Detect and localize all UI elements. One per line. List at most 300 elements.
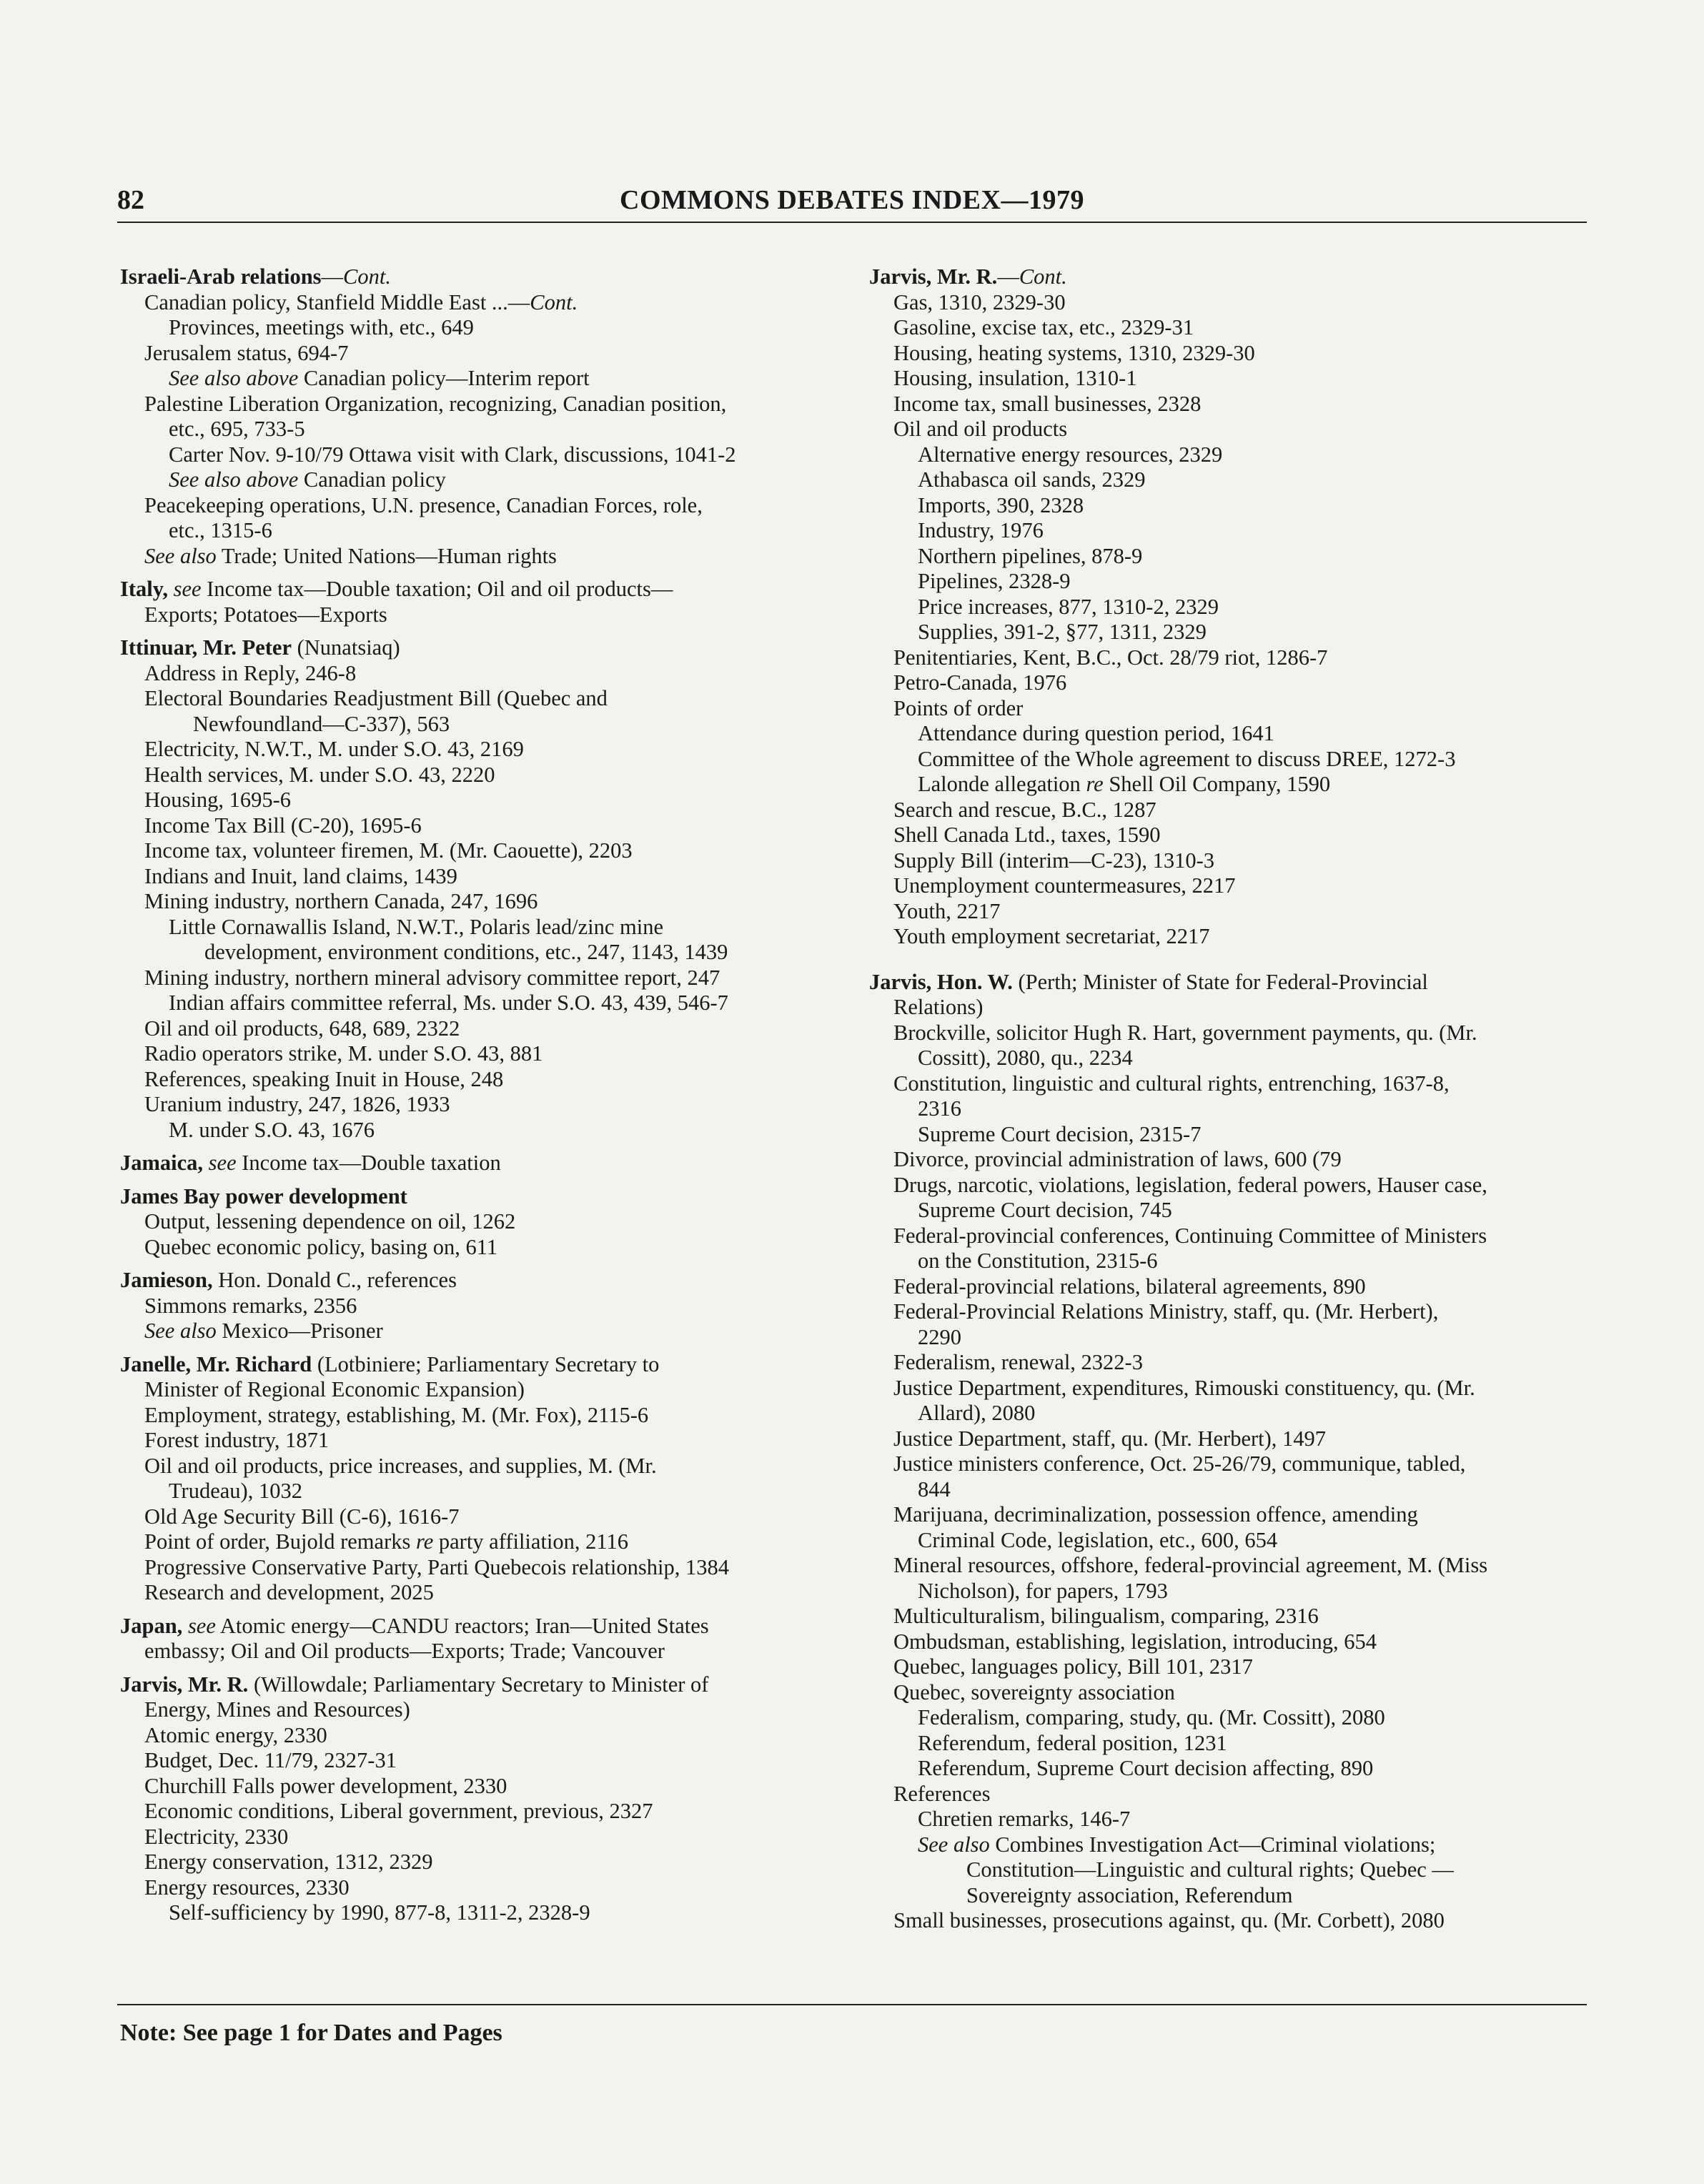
index-subentry-line (869, 620, 1598, 645)
entry-text: Electricity, 2330 (144, 1824, 289, 1849)
entry-text: Points of order (893, 695, 1024, 720)
index-subentry-line (120, 1454, 835, 1479)
entry-text: Progressive Conservative Party, Parti Quebecois relationship, 1384 (144, 1554, 729, 1579)
entry-text: Sovereignty association, Referendum (966, 1882, 1293, 1907)
index-subentry-line (869, 544, 1598, 570)
index-entry (120, 1151, 835, 1176)
index-subentry-line (869, 995, 1598, 1021)
index-subentry-line (120, 991, 835, 1016)
entry-text: Quebec, languages policy, Bill 101, 2317 (893, 1654, 1253, 1679)
entry-text: Income Tax Bill (C-20), 1695-6 (144, 813, 422, 838)
index-subentry-line (869, 518, 1598, 544)
entry-heading: Jamaica, (120, 1151, 204, 1175)
index-heading-line (869, 970, 1598, 996)
index-subentry-line (869, 1832, 1598, 1858)
entry-text: Indian affairs committee referral, Ms. under S.O. 43, 439, 546-7 (169, 991, 728, 1015)
index-subentry-line (120, 737, 835, 763)
entry-text: Referendum, federal position, 1231 (918, 1730, 1227, 1755)
italic-text: See also (144, 1319, 217, 1343)
index-subentry-line (869, 1629, 1598, 1655)
page-number: 82 (117, 185, 144, 215)
entry-text: Output, lessening dependence on oil, 1262 (144, 1209, 516, 1234)
entry-text: Justice Department, staff, qu. (Mr. Herbert), 1497 (893, 1426, 1327, 1451)
index-subentry-line (120, 1041, 835, 1067)
entry-text: Marijuana, decriminalization, possession offence, amending (893, 1502, 1418, 1527)
entry-text: Federalism, comparing, study, qu. (Mr. Cossitt), 2080 (918, 1705, 1385, 1729)
index-subentry-line (869, 1528, 1598, 1554)
entry-text: Constitution, linguistic and cultural rights, entrenching, 1637-8, (893, 1071, 1450, 1096)
index-subentry-line (120, 1479, 835, 1504)
entry-text: Gas, 1310, 2329-30 (893, 289, 1066, 314)
entry-text: — (997, 264, 1019, 289)
index-subentry-line (869, 1274, 1598, 1300)
entry-text: on the Constitution, 2315-6 (918, 1249, 1158, 1273)
page-header (117, 184, 1587, 220)
index-subentry-line (869, 1122, 1598, 1148)
italic-text: Cont. (530, 289, 578, 314)
entry-text (182, 1614, 188, 1638)
entry-text: Nicholson), for papers, 1793 (918, 1578, 1168, 1603)
index-subentry-line (120, 940, 835, 966)
index-subentry-line (120, 493, 835, 519)
header-rule (117, 222, 1587, 223)
entry-text: Mexico—Prisoner (216, 1319, 383, 1343)
index-subentry-line (869, 1680, 1598, 1706)
entry-text: Supply Bill (interim—C-23), 1310-3 (893, 848, 1215, 873)
entry-text: Shell Oil Company, 1590 (1103, 772, 1331, 796)
entry-text: Chretien remarks, 146-7 (918, 1807, 1131, 1831)
index-subentry-line (869, 1553, 1598, 1579)
entry-text: References (893, 1781, 991, 1806)
entry-text: — (321, 264, 344, 289)
index-entry (120, 635, 835, 1143)
entry-text: Address in Reply, 246-8 (144, 660, 357, 685)
entry-text: Simmons remarks, 2356 (144, 1293, 357, 1318)
entry-text: Hon. Donald C., references (212, 1268, 457, 1292)
index-subentry-line (120, 341, 835, 367)
entry-text (168, 577, 174, 601)
index-subentry-line (869, 1350, 1598, 1376)
entry-text: Federal-provincial conferences, Continuing Committee of Ministers (893, 1223, 1487, 1248)
index-heading-line (120, 635, 835, 661)
entry-text: Oil and oil products, 648, 689, 2322 (144, 1016, 460, 1041)
index-subentry-line (120, 813, 835, 839)
index-subentry-line (869, 1807, 1598, 1832)
index-subentry-line (120, 915, 835, 940)
index-entry (120, 577, 835, 627)
italic-text: see (173, 577, 202, 601)
entry-text: Self-sufficiency by 1990, 877-8, 1311-2, 2328-9 (169, 1900, 590, 1925)
entry-text: Atomic energy—CANDU reactors; Iran—United States (215, 1613, 709, 1638)
index-heading-line (120, 1268, 835, 1294)
entry-text: Minister of Regional Economic Expansion) (144, 1377, 525, 1401)
index-heading-line (120, 1614, 835, 1639)
entry-text: Point of order, Bujold remarks (144, 1529, 416, 1554)
index-subentry-line (120, 1723, 835, 1749)
entry-text: (Lotbiniere; Parliamentary Secretary to (312, 1351, 660, 1376)
entry-text: Budget, Dec. 11/79, 2327-31 (144, 1748, 397, 1772)
entry-text: Allard), 2080 (918, 1401, 1036, 1425)
entry-text: Imports, 390, 2328 (918, 492, 1084, 517)
entry-text: Canadian policy (298, 467, 446, 492)
entry-heading: Japan, (120, 1613, 183, 1638)
entry-text: Electoral Boundaries Readjustment Bill (Quebec and (144, 686, 608, 710)
entry-text: Alternative energy resources, 2329 (918, 442, 1223, 467)
entry-heading: Jarvis, Hon. W. (869, 969, 1013, 994)
index-subentry-line (869, 848, 1598, 874)
entry-text: Forest industry, 1871 (144, 1428, 330, 1452)
index-subentry-line (869, 366, 1598, 392)
entry-text: Price increases, 877, 1310-2, 2329 (918, 594, 1219, 619)
index-subentry-line (869, 1249, 1598, 1274)
index-subentry-line (869, 442, 1598, 468)
index-subentry-line (120, 1697, 835, 1723)
index-column-left (120, 264, 835, 1934)
index-subentry-line (120, 1850, 835, 1875)
entry-text: Indians and Inuit, land claims, 1439 (144, 863, 457, 888)
entry-text: Radio operators strike, M. under S.O. 43, 881 (144, 1041, 543, 1066)
index-entry (120, 1184, 835, 1261)
index-subentry-line (120, 544, 835, 570)
entry-text: Small businesses, prosecutions against, qu. (Mr. Corbett), 2080 (893, 1908, 1445, 1932)
entry-text: Trudeau), 1032 (169, 1479, 302, 1503)
entry-text: Housing, heating systems, 1310, 2329-30 (893, 340, 1255, 365)
entry-heading: James Bay power development (120, 1183, 407, 1208)
index-subentry-line (869, 341, 1598, 367)
index-subentry-line (869, 1223, 1598, 1249)
entry-text: Peacekeeping operations, U.N. presence, Canadian Forces, role, (144, 492, 703, 517)
entry-text: Electricity, N.W.T., M. under S.O. 43, 2169 (144, 737, 524, 761)
index-subentry-line (869, 467, 1598, 493)
entry-text: 844 (918, 1476, 951, 1502)
index-subentry-line (120, 392, 835, 417)
entry-text: Income tax—Double taxation (236, 1151, 501, 1175)
index-entry (120, 1268, 835, 1344)
index-subentry-line (869, 1477, 1598, 1503)
index-subentry-line (869, 417, 1598, 442)
entry-text: Search and rescue, B.C., 1287 (893, 797, 1156, 822)
page-title: COMMONS DEBATES INDEX—1979 (620, 185, 1084, 215)
index-entry (120, 1672, 835, 1926)
entry-text: Brockville, solicitor Hugh R. Hart, government payments, qu. (Mr. (893, 1020, 1477, 1045)
index-subentry-line (869, 1096, 1598, 1122)
index-subentry-line (120, 686, 835, 712)
index-heading-line (120, 264, 835, 290)
index-subentry-line (120, 442, 835, 468)
index-subentry-line (120, 1529, 835, 1555)
index-subentry-line (869, 873, 1598, 899)
index-subentry-line (120, 315, 835, 341)
entry-text: Canadian policy—Interim report (298, 366, 590, 390)
italic-text: re (1086, 772, 1104, 796)
index-subentry-line (869, 1376, 1598, 1401)
entry-text: Canadian policy, Stanfield Middle East ...— (144, 289, 530, 314)
index-subentry-line (120, 788, 835, 813)
footer-note: Note: See page 1 for Dates and Pages (120, 2020, 502, 2046)
entry-text: Quebec economic policy, basing on, 611 (144, 1234, 498, 1259)
index-subentry-line (120, 1900, 835, 1926)
entry-text: Little Cornawallis Island, N.W.T., Polaris lead/zinc mine (169, 914, 664, 939)
entry-text: Housing, insulation, 1310-1 (893, 366, 1137, 390)
index-subentry-line (869, 1325, 1598, 1351)
entry-text: Relations) (893, 995, 984, 1019)
italic-text: re (415, 1529, 434, 1554)
index-entry (869, 264, 1598, 950)
entry-text: (Willowdale; Parliamentary Secretary to Minister of (248, 1672, 709, 1697)
entry-text: Supreme Court decision, 2315-7 (918, 1121, 1202, 1146)
entry-text: Youth employment secretariat, 2217 (893, 924, 1210, 948)
index-subentry-line (120, 1377, 835, 1403)
entry-text: Pipelines, 2328-9 (918, 569, 1071, 593)
entry-text: Attendance during question period, 1641 (918, 721, 1274, 745)
index-subentry-line (120, 1504, 835, 1530)
entry-text: party affiliation, 2116 (433, 1529, 629, 1554)
entry-text: Trade; United Nations—Human rights (216, 543, 557, 568)
index-subentry-line (120, 1555, 835, 1581)
entry-heading: Janelle, Mr. Richard (120, 1351, 312, 1376)
entry-text: etc., 1315-6 (169, 518, 272, 542)
index-subentry-line (869, 569, 1598, 595)
entry-text: embassy; Oil and Oil products—Exports; Trade; Vancouver (144, 1639, 665, 1663)
entry-text: Cossitt), 2080, qu., 2234 (918, 1046, 1133, 1070)
entry-text: Petro-Canada, 1976 (893, 670, 1067, 695)
entry-text: Supreme Court decision, 745 (918, 1198, 1172, 1222)
entry-text: Health services, M. under S.O. 43, 2220 (144, 762, 495, 787)
entry-text: 2316 (918, 1096, 961, 1121)
index-subentry-line (869, 493, 1598, 519)
entry-text: Divorce, provincial administration of laws, 600 (79 (893, 1147, 1342, 1171)
index-subentry-line (869, 1883, 1598, 1909)
entry-heading: Israeli-Arab relations (120, 264, 322, 289)
entry-text: Provinces, meetings with, etc., 649 (169, 315, 474, 339)
entry-text: Supplies, 391-2, §77, 1311, 2329 (918, 620, 1207, 644)
index-subentry-line (869, 595, 1598, 620)
index-subentry-line (120, 864, 835, 890)
index-subentry-line (120, 602, 835, 628)
entry-text: Shell Canada Ltd., taxes, 1590 (893, 823, 1161, 847)
index-subentry-line (120, 1825, 835, 1850)
entry-text: Federalism, renewal, 2322-3 (893, 1350, 1143, 1374)
index-entry (120, 264, 835, 569)
index-subentry-line (869, 1654, 1598, 1680)
index-subentry-line (120, 763, 835, 788)
entry-text: Committee of the Whole agreement to discuss DREE, 1272-3 (918, 746, 1456, 771)
entry-text: (Perth; Minister of State for Federal-Provincial (1012, 969, 1428, 994)
entry-text: Energy resources, 2330 (144, 1875, 350, 1900)
index-subentry-line (120, 1067, 835, 1093)
index-subentry-line (120, 1016, 835, 1042)
index-subentry-line (869, 1731, 1598, 1757)
index-subentry-line (869, 1046, 1598, 1071)
index-subentry-line (869, 696, 1598, 722)
index-subentry-line (120, 661, 835, 687)
index-subentry-line (120, 518, 835, 544)
entry-text (203, 1151, 209, 1175)
entry-text: Income tax, small businesses, 2328 (893, 391, 1202, 416)
entry-text: Multiculturalism, bilingualism, comparing, 2316 (893, 1604, 1319, 1628)
entry-text: Research and development, 2025 (144, 1580, 434, 1604)
entry-text: Penitentiaries, Kent, B.C., Oct. 28/79 riot, 1286-7 (893, 645, 1328, 670)
index-subentry-line (120, 712, 835, 738)
italic-text: See also (918, 1832, 990, 1857)
index-subentry-line (869, 1908, 1598, 1934)
entry-text: Atomic energy, 2330 (144, 1722, 327, 1747)
index-heading-line (120, 1151, 835, 1176)
index-subentry-line (869, 1299, 1598, 1325)
italic-text: See also above (169, 467, 299, 492)
index-subentry-line (120, 1235, 835, 1261)
entry-text: Income tax, volunteer firemen, M. (Mr. Caouette), 2203 (144, 838, 633, 863)
entry-text: Referendum, Supreme Court decision affecting, 890 (918, 1756, 1374, 1780)
index-subentry-line (869, 1451, 1598, 1477)
entry-text: Uranium industry, 247, 1826, 1933 (144, 1092, 450, 1116)
entry-heading: Ittinuar, Mr. Peter (120, 635, 292, 660)
entry-text: Northern pipelines, 878-9 (918, 543, 1143, 568)
entry-heading: Italy, (120, 577, 168, 601)
index-subentry-line (869, 772, 1598, 798)
entry-text: Lalonde allegation (918, 772, 1086, 796)
index-subentry-line (869, 1173, 1598, 1198)
entry-text: Justice Department, expenditures, Rimouski constituency, qu. (Mr. (893, 1375, 1475, 1400)
entry-text: Energy, Mines and Resources) (144, 1697, 410, 1722)
index-subentry-line (869, 1782, 1598, 1807)
index-subentry-line (120, 467, 835, 493)
index-heading-line (120, 1184, 835, 1210)
index-subentry-line (120, 838, 835, 864)
index-subentry-line (869, 1579, 1598, 1604)
entry-text: Income tax—Double taxation; Oil and oil products— (201, 577, 673, 601)
index-subentry-line (869, 823, 1598, 848)
index-subentry-line (869, 392, 1598, 417)
entry-text: Youth, 2217 (893, 898, 1001, 923)
entry-text: development, environment conditions, etc., 247, 1143, 1439 (204, 940, 728, 964)
index-heading-line (120, 1672, 835, 1698)
index-subentry-line (120, 1294, 835, 1319)
entry-text: Athabasca oil sands, 2329 (918, 467, 1146, 492)
index-subentry-line (120, 889, 835, 915)
entry-text: Oil and oil products (893, 417, 1068, 441)
index-subentry-line (869, 645, 1598, 671)
index-subentry-line (120, 1639, 835, 1664)
index-subentry-line (120, 1774, 835, 1800)
index-subentry-line (869, 924, 1598, 950)
entry-text: Federal-Provincial Relations Ministry, staff, qu. (Mr. Herbert), (893, 1299, 1439, 1324)
entry-text: Unemployment countermeasures, 2217 (893, 873, 1236, 898)
entry-text: Drugs, narcotic, violations, legislation, federal powers, Hauser case, (893, 1172, 1487, 1197)
index-subentry-line (120, 1092, 835, 1118)
index-subentry-line (869, 1426, 1598, 1452)
entry-text: Churchill Falls power development, 2330 (144, 1773, 507, 1798)
index-subentry-line (120, 1799, 835, 1825)
italic-text: Cont. (343, 264, 391, 289)
index-subentry-line (869, 1604, 1598, 1629)
entry-text: Federal-provincial relations, bilateral agreements, 890 (893, 1274, 1366, 1299)
entry-text: Housing, 1695-6 (144, 788, 292, 812)
entry-text: Employment, strategy, establishing, M. (Mr. Fox), 2115-6 (144, 1402, 649, 1427)
index-column-right (869, 264, 1598, 1942)
index-subentry-line (120, 417, 835, 442)
entry-text: Industry, 1976 (918, 518, 1044, 542)
index-subentry-line (869, 1857, 1598, 1883)
entry-text: Combines Investigation Act—Criminal violations; (989, 1832, 1436, 1857)
entry-text: Exports; Potatoes—Exports (144, 602, 387, 627)
index-subentry-line (120, 1580, 835, 1606)
index-subentry-line (869, 899, 1598, 925)
index-subentry-line (869, 1401, 1598, 1426)
index-subentry-line (869, 1756, 1598, 1782)
entry-text: Palestine Liberation Organization, recognizing, Canadian position, (144, 391, 727, 416)
entry-text: Criminal Code, legislation, etc., 600, 654 (918, 1527, 1278, 1552)
entry-text: Newfoundland—C-337), 563 (193, 711, 450, 736)
italic-text: see (208, 1151, 237, 1175)
index-subentry-line (869, 315, 1598, 341)
entry-text: References, speaking Inuit in House, 248 (144, 1066, 504, 1091)
entry-text: Energy conservation, 1312, 2329 (144, 1850, 433, 1874)
index-subentry-line (869, 1705, 1598, 1731)
entry-heading: Jamieson, (120, 1268, 213, 1292)
index-subentry-line (120, 366, 835, 392)
index-subentry-line (869, 1198, 1598, 1223)
index-subentry-line (120, 1875, 835, 1901)
index-subentry-line (869, 290, 1598, 316)
index-entry (120, 1352, 835, 1606)
entry-text: Mining industry, northern mineral advisory committee report, 247 (144, 965, 720, 990)
italic-text: See also above (169, 366, 299, 390)
index-subentry-line (120, 1209, 835, 1235)
index-subentry-line (869, 1071, 1598, 1097)
entry-text: Economic conditions, Liberal government, previous, 2327 (144, 1799, 653, 1823)
index-subentry-line (120, 1118, 835, 1143)
italic-text: see (187, 1613, 216, 1638)
index-subentry-line (120, 290, 835, 316)
entry-heading: Jarvis, Mr. R. (120, 1672, 249, 1697)
entry-text: Gasoline, excise tax, etc., 2329-31 (893, 315, 1194, 339)
index-subentry-line (869, 1502, 1598, 1528)
entry-text: Oil and oil products, price increases, and supplies, M. (Mr. (144, 1453, 657, 1478)
italic-text: See also (144, 543, 217, 568)
entry-text: (Nunatsiaq) (292, 635, 400, 660)
entry-heading: Jarvis, Mr. R. (869, 264, 998, 289)
index-entry (120, 1614, 835, 1664)
index-subentry-line (120, 1748, 835, 1774)
index-subentry-line (869, 798, 1598, 823)
entry-text: M. under S.O. 43, 1676 (169, 1117, 375, 1142)
entry-text: Jerusalem status, 694-7 (144, 340, 349, 365)
index-subentry-line (120, 966, 835, 991)
index-subentry-line (120, 1319, 835, 1344)
index-subentry-line (869, 1021, 1598, 1046)
entry-text: Quebec, sovereignty association (893, 1679, 1175, 1704)
entry-text: 2290 (918, 1324, 961, 1349)
italic-text: Cont. (1019, 264, 1067, 289)
entry-text: Mineral resources, offshore, federal-provincial agreement, M. (Miss (893, 1553, 1488, 1577)
footer-rule (117, 2004, 1587, 2005)
index-subentry-line (869, 747, 1598, 773)
index-subentry-line (120, 1403, 835, 1429)
index-heading-line (869, 264, 1598, 290)
entry-text: Carter Nov. 9-10/79 Ottawa visit with Clark, discussions, 1041-2 (169, 442, 736, 467)
index-entry (869, 970, 1598, 1934)
entry-text: Old Age Security Bill (C-6), 1616-7 (144, 1504, 460, 1529)
index-subentry-line (869, 721, 1598, 747)
index-heading-line (120, 1352, 835, 1378)
index-subentry-line (869, 670, 1598, 696)
index-heading-line (120, 577, 835, 602)
entry-text: etc., 695, 733-5 (169, 417, 305, 441)
entry-text: Mining industry, northern Canada, 247, 1696 (144, 889, 538, 913)
entry-text: Justice ministers conference, Oct. 25-26/79, communique, tabled, (893, 1451, 1466, 1476)
entry-text: Constitution—Linguistic and cultural rights; Quebec — (966, 1857, 1454, 1882)
